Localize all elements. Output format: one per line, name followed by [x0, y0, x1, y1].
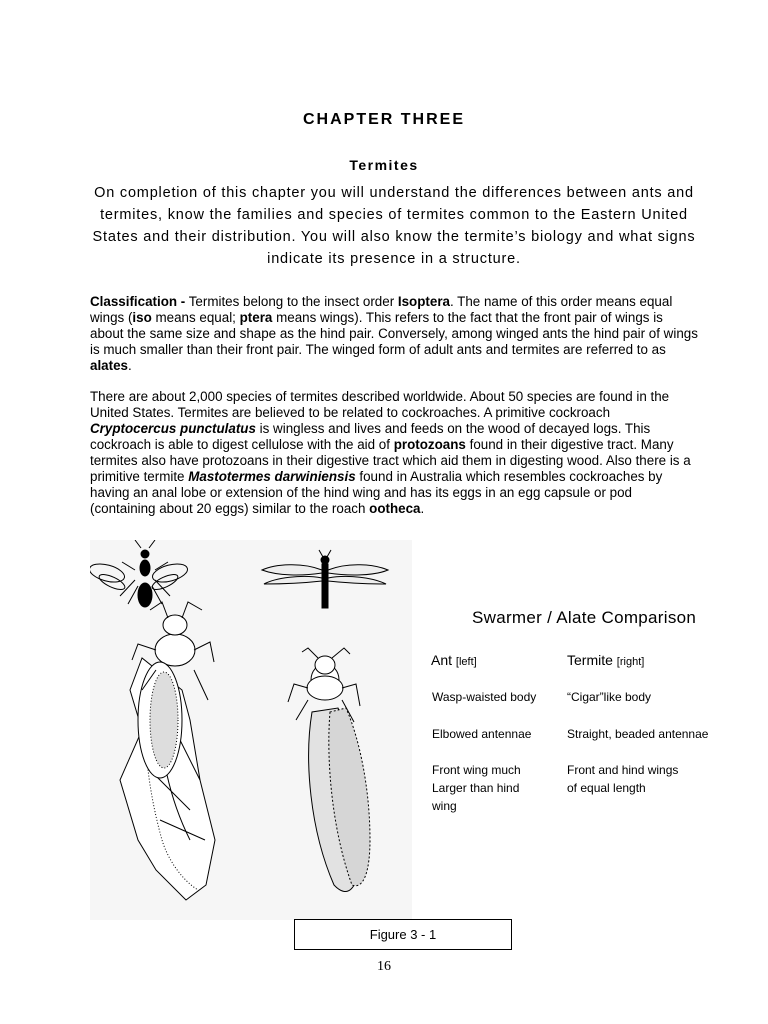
figure-caption: Figure 3 - 1	[294, 919, 512, 950]
termite-antennae-trait: Straight, beaded antennae	[567, 727, 709, 741]
ant-header-note: [left]	[455, 656, 477, 668]
term-protozoans: protozoans	[393, 437, 466, 452]
page-number: 16	[377, 959, 391, 974]
term-cryptocercus: Cryptocercus punctulatus	[90, 421, 256, 436]
termite-column-header	[567, 651, 644, 671]
term-ootheca: ootheca	[369, 501, 421, 516]
term-ptera: ptera	[239, 310, 273, 325]
ant-header-label: Ant	[431, 652, 453, 668]
text-run: means equal;	[151, 310, 240, 325]
termite-header-note: [right]	[616, 656, 645, 668]
termite-wings-trait	[567, 761, 678, 797]
ant-column-header	[431, 651, 477, 671]
ant-wings-line: wing	[432, 799, 457, 813]
term-iso: iso	[132, 310, 152, 325]
text-run: found in their digestive tract. Many termites also have protozoans in their digestive tract which aid them in digesting wood. Also there is a primitive termite	[90, 437, 691, 484]
text-run: means wings). This refers to the fact that the front pair of wings is about the same size and shape as the hind pair. Conversely, among winged ants the hind pair of wings is much smaller than their front pair. The winged form of adult ants and termites are referred to as	[90, 310, 698, 357]
text-run: . The name of this order means equal wings (	[90, 294, 673, 325]
text-run: Termites belong to the insect order	[185, 294, 398, 309]
insect-illustration-panel	[90, 540, 412, 920]
ant-wings-line: Larger than hind	[432, 781, 520, 795]
text-run: found in Australia which resembles cockroaches by having an anal lobe or extension of the hind wing and has its eggs in an egg capsule or pod (containing about 20 eggs) similar to the roach	[90, 469, 663, 516]
text-run: .	[127, 358, 132, 373]
term-alates: alates	[90, 358, 128, 373]
term-isoptera: Isoptera	[397, 294, 450, 309]
text-run: .	[420, 501, 425, 516]
ant-antennae-trait: Elbowed antennae	[432, 727, 532, 741]
species-paragraph	[90, 389, 700, 517]
section-title: Termites	[349, 157, 419, 173]
ant-wings-trait	[432, 761, 521, 815]
text-run: is wingless and lives and feeds on the wood of decayed logs. This cockroach is able to digest cellulose with the aid of	[90, 421, 651, 452]
term-mastotermes: Mastotermes darwiniensis	[188, 469, 356, 484]
ant-body-trait: Wasp-waisted body	[432, 690, 537, 704]
intro-paragraph: On completion of this chapter you will understand the differences between ants and termites, know the families and species of termites common to the Eastern United States and their distribution. You will also know the termite’s biology and what signs indicate its presence in a structure.	[92, 185, 696, 267]
termite-body-trait: “Cigar”like body	[567, 690, 652, 704]
comparison-title: Swarmer / Alate Comparison	[472, 608, 697, 627]
chapter-title: CHAPTER THREE	[302, 111, 465, 128]
termite-wings-line: of equal length	[567, 781, 646, 795]
classification-lead: Classification -	[90, 294, 186, 309]
termite-header-label: Termite	[567, 652, 613, 668]
text-run: There are about 2,000 species of termites described worldwide. About 50 species are found in the United States. Termites are believed to be related to cockroaches. A primitive cockroach	[90, 389, 670, 420]
ant-wings-line: Front wing much	[432, 763, 521, 777]
termite-wings-line: Front and hind wings	[567, 763, 679, 777]
classification-paragraph	[90, 294, 700, 374]
